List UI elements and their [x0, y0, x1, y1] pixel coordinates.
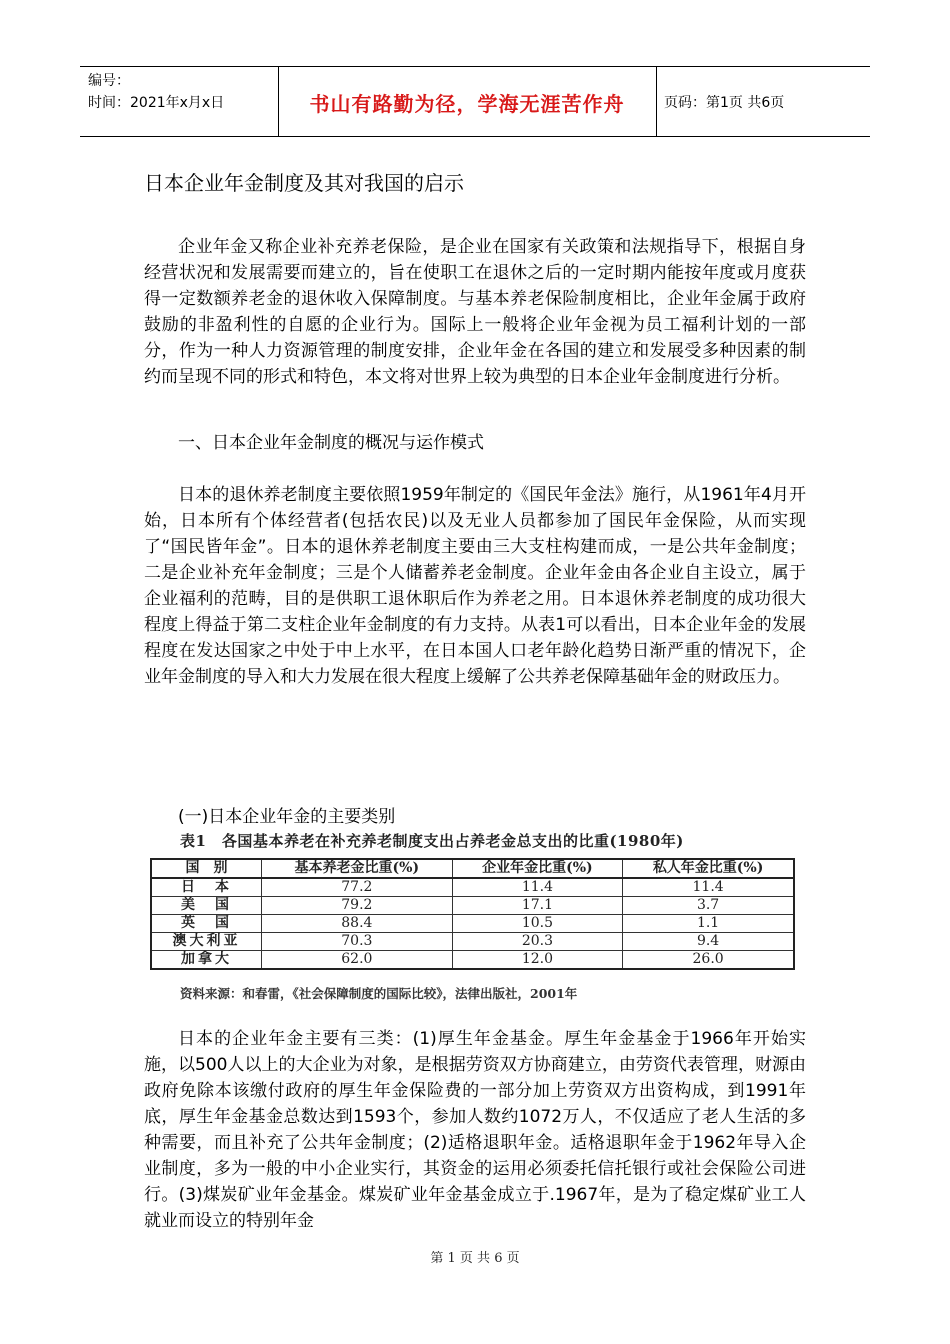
header-bottom-rule — [80, 136, 870, 137]
table-source-note: 资料来源：和春雷，《社会保障制度的国际比较》，法律出版社，2001年 — [180, 986, 578, 1001]
subsection-heading-1: (一)日本企业年金的主要类别 — [178, 807, 396, 827]
table-header-cell: 私人年金比重(%) — [623, 859, 794, 878]
table-header-cell: 基本养老金比重(%) — [262, 859, 453, 878]
table-cell: 12.0 — [452, 951, 623, 970]
table-cell-country: 澳大利亚 — [151, 933, 262, 951]
number-label: 编号： — [88, 73, 130, 89]
table-header-cell: 企业年金比重(%) — [452, 859, 623, 878]
table-cell: 11.4 — [452, 878, 623, 897]
pension-ratio-table — [150, 858, 795, 970]
header-motto: 书山有路勤为径，学海无涯苦作舟 — [309, 92, 625, 116]
table-cell-country: 英 国 — [151, 915, 262, 933]
table-row — [151, 951, 794, 970]
document-title: 日本企业年金制度及其对我国的启示 — [144, 171, 464, 195]
paragraph-intro: 企业年金又称企业补充养老保险，是企业在国家有关政策和法规指导下，根据自身经营状况和发展需要而建立的，旨在使职工在退休之后的一定时期内能按年度或月度获得一定数额养老金的退休收入保障制度。与基本养老保险制度相比，企业年金属于政府鼓励的非盈利性的自愿的企业行为。国际上一般将企业年金视为员工福利计划的一部分，作为一种人力资源管理的制度安排，企业年金在各国的建立和发展受多种因素的制约而呈现不同的形式和特色，本文将对世界上较为典型的日本企业年金制度进行分析。 — [144, 237, 806, 387]
table-cell: 20.3 — [452, 933, 623, 951]
table-cell: 70.3 — [262, 933, 453, 951]
table-row — [151, 897, 794, 915]
header-divider-left — [278, 66, 279, 136]
paragraph-pension-types: 日本的企业年金主要有三类：(1)厚生年金基金。厚生年金基金于1966年开始实施，以500人以上的大企业为对象，是根据劳资双方协商建立，由劳资代表管理，财源由政府免除本该缴付政府的厚生年金保险费的一部分加上劳资双方出资构成，到1991年底，厚生年金基金总数达到1593个，参加人数约1072万人，不仅适应了老人生活的多种需要，而且补充了公共年金制度；(2)适格退职年金。适格退职年金于1962年导入企业制度，多为一般的中小企业实行，其资金的运用必须委托信托银行或社会保险公司进行。(3)煤炭矿业年金基金。煤炭矿业年金基金成立于.1967年，是为了稳定煤矿业工人就业而设立的特别年金 — [144, 1029, 806, 1231]
time-label: 时间：2021年x月x日 — [88, 95, 225, 111]
page-footer: 第 1 页 共 6 页 — [430, 1251, 520, 1266]
table-cell: 79.2 — [262, 897, 453, 915]
header-top-rule — [80, 66, 870, 67]
section-heading-1: 一、日本企业年金制度的概况与运作模式 — [178, 433, 484, 453]
table-cell: 62.0 — [262, 951, 453, 970]
table-caption: 表1 各国基本养老在补充养老制度支出占养老金总支出的比重(1980年) — [180, 832, 684, 850]
table-cell: 26.0 — [623, 951, 794, 970]
table-cell: 3.7 — [623, 897, 794, 915]
header-divider-right — [656, 66, 657, 136]
table-cell: 10.5 — [452, 915, 623, 933]
table-cell: 17.1 — [452, 897, 623, 915]
paragraph-overview: 日本的退休养老制度主要依照1959年制定的《国民年金法》施行，从1961年4月开始，日本所有个体经营者(包括农民)以及无业人员都参加了国民年金保险，从而实现了“国民皆年金”。日本的退休养老制度主要由三大支柱构建而成，一是公共年金制度；二是企业补充年金制度；三是个人储蓄养老金制度。企业年金由各企业自主设立，属于企业福利的范畴，目的是供职工退休职后作为养老之用。日本退休养老制度的成功很大程度上得益于第二支柱企业年金制度的有力支持。从表1可以看出，日本企业年金的发展程度在发达国家之中处于中上水平，在日本国人口老年龄化趋势日渐严重的情况下，企业年金制度的导入和大力发展在很大程度上缓解了公共养老保障基础年金的财政压力。 — [144, 485, 806, 687]
table-cell-country: 加拿大 — [151, 951, 262, 970]
header-meta — [88, 70, 224, 114]
table-row — [151, 933, 794, 951]
table-row — [151, 878, 794, 897]
table-row — [151, 915, 794, 933]
table-cell: 88.4 — [262, 915, 453, 933]
table-header-cell: 国 别 — [151, 859, 262, 878]
table-cell-country: 美 国 — [151, 897, 262, 915]
table-header-row — [151, 859, 794, 878]
table-cell: 1.1 — [623, 915, 794, 933]
header-page-info: 页码：第1页 共6页 — [664, 95, 785, 111]
table-cell: 9.4 — [623, 933, 794, 951]
table-cell-country: 日 本 — [151, 878, 262, 897]
table-cell: 11.4 — [623, 878, 794, 897]
table-cell: 77.2 — [262, 878, 453, 897]
